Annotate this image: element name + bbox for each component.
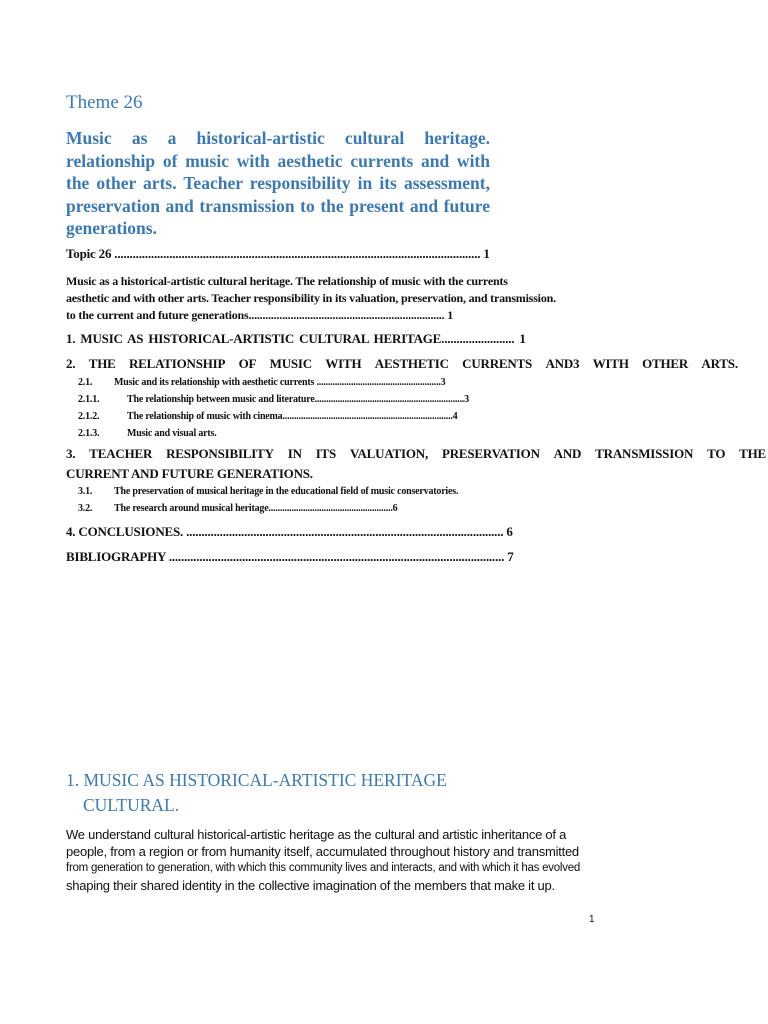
toc-item-2-word: MUSIC xyxy=(269,356,312,371)
main-title: Music as a historical-artistic cultural heritage. relationship of music with aesthetic currents and with the other arts. Teacher responsibility in its assessment, preservation and transmission to the present and future generations. xyxy=(66,128,490,238)
toc-summary-line-1: Music as a historical-artistic cultural heritage. The relationship of music with the currents xyxy=(66,274,508,288)
toc-sub-3-2[interactable] xyxy=(78,503,397,514)
toc-topic[interactable]: Topic 26 ........................................................................................................................ 1 xyxy=(66,246,490,261)
toc-item-1[interactable]: 1. MUSIC AS HISTORICAL-ARTISTIC CULTURAL HERITAGE........................ 1 xyxy=(66,331,526,346)
toc-sub-label: Music and its relationship with aesthetic currents ......................................................3 xyxy=(114,377,446,388)
toc-sub-number: 2.1.2. xyxy=(78,411,100,422)
toc-item-3-word: 3. xyxy=(66,446,76,461)
toc-item-2-word: RELATIONSHIP xyxy=(128,356,226,371)
toc-bibliography[interactable]: BIBLIOGRAPHY .............................................................................................................. 7 xyxy=(66,549,514,564)
toc-sub-3-1[interactable] xyxy=(78,486,458,497)
toc-item-3-word: TEACHER xyxy=(89,446,153,461)
section-heading-line-2: CULTURAL. xyxy=(83,795,180,815)
toc-item-2-word: OTHER xyxy=(642,356,689,371)
paragraph-line: shaping their shared identity in the collective imagination of the members that make it up. xyxy=(66,878,555,893)
toc-summary-line-3[interactable]: to the current and future generations...................................................................... 1 xyxy=(66,308,454,322)
toc-summary-line-2: aesthetic and with other arts. Teacher responsibility in its valuation, preservation, and transmission. xyxy=(66,291,556,305)
page-number: 1 xyxy=(589,914,595,925)
toc-sub-number: 2.1.3. xyxy=(78,428,100,439)
toc-item-3-word: VALUATION, xyxy=(349,446,429,461)
toc-sub-label: The relationship between music and literature.................................................................3 xyxy=(127,394,469,405)
toc-item-3-word: ITS xyxy=(315,446,337,461)
toc-item-3[interactable] xyxy=(66,446,766,462)
toc-item-3-word: TRANSMISSION xyxy=(595,446,694,461)
toc-sub-label: The preservation of musical heritage in the educational field of music conservatories. xyxy=(114,486,459,497)
toc-item-3-word: IN xyxy=(287,446,302,461)
toc-sub-label: The research around musical heritage......................................................6 xyxy=(114,503,398,514)
toc-item-3-line-2: CURRENT AND FUTURE GENERATIONS. xyxy=(66,466,313,481)
toc-item-3-word: PRESERVATION xyxy=(441,446,540,461)
paragraph-line: people, from a region or from humanity itself, accumulated throughout history and transmitted xyxy=(66,844,579,859)
toc-item-2-word: WITH xyxy=(592,356,629,371)
toc-item-3-word: THE xyxy=(739,446,766,461)
toc-item-3-word: AND xyxy=(553,446,582,461)
toc-sub-2-1[interactable] xyxy=(78,377,446,388)
toc-sub-label: Music and visual arts. xyxy=(127,428,217,439)
body-paragraph xyxy=(66,826,626,894)
toc-sub-number: 3.2. xyxy=(78,503,93,514)
toc-item-3-word: TO xyxy=(707,446,726,461)
toc-sub-number: 2.1. xyxy=(78,377,93,388)
toc-sub-2-1-2[interactable] xyxy=(78,411,457,422)
toc-sub-label: The relationship of music with cinema..........................................................................4 xyxy=(127,411,458,422)
theme-title: Theme 26 xyxy=(66,92,143,113)
section-heading-line-1: 1. MUSIC AS HISTORICAL-ARTISTIC HERITAGE xyxy=(66,770,447,790)
toc-sub-number: 3.1. xyxy=(78,486,93,497)
toc-item-2-word: OF xyxy=(238,356,257,371)
toc-sub-number: 2.1.1. xyxy=(78,394,100,405)
toc-item-4[interactable]: 4. CONCLUSIONES. ........................................................................................................ 6 xyxy=(66,524,513,539)
toc-item-3-word: RESPONSIBILITY xyxy=(166,446,274,461)
toc-item-2-word: ARTS. xyxy=(701,356,738,371)
toc-sub-2-1-1[interactable] xyxy=(78,394,469,405)
toc-item-2-word: CURRENTS xyxy=(462,356,533,371)
toc-item-2[interactable] xyxy=(66,356,738,372)
toc-sub-2-1-3[interactable] xyxy=(78,428,217,439)
toc-item-2-word: AND3 xyxy=(545,356,580,371)
paragraph-line: from generation to generation, with which this community lives and interacts, and with which it has evolved xyxy=(66,862,581,874)
toc-item-2-word: WITH xyxy=(325,356,362,371)
toc-item-2-word: AESTHETIC xyxy=(374,356,449,371)
section-heading xyxy=(66,768,447,818)
toc-item-2-word: THE xyxy=(88,356,116,371)
toc-item-2-word: 2. xyxy=(66,356,76,371)
paragraph-line: We understand cultural historical-artistic heritage as the cultural and artistic inheritance of a xyxy=(66,827,567,842)
